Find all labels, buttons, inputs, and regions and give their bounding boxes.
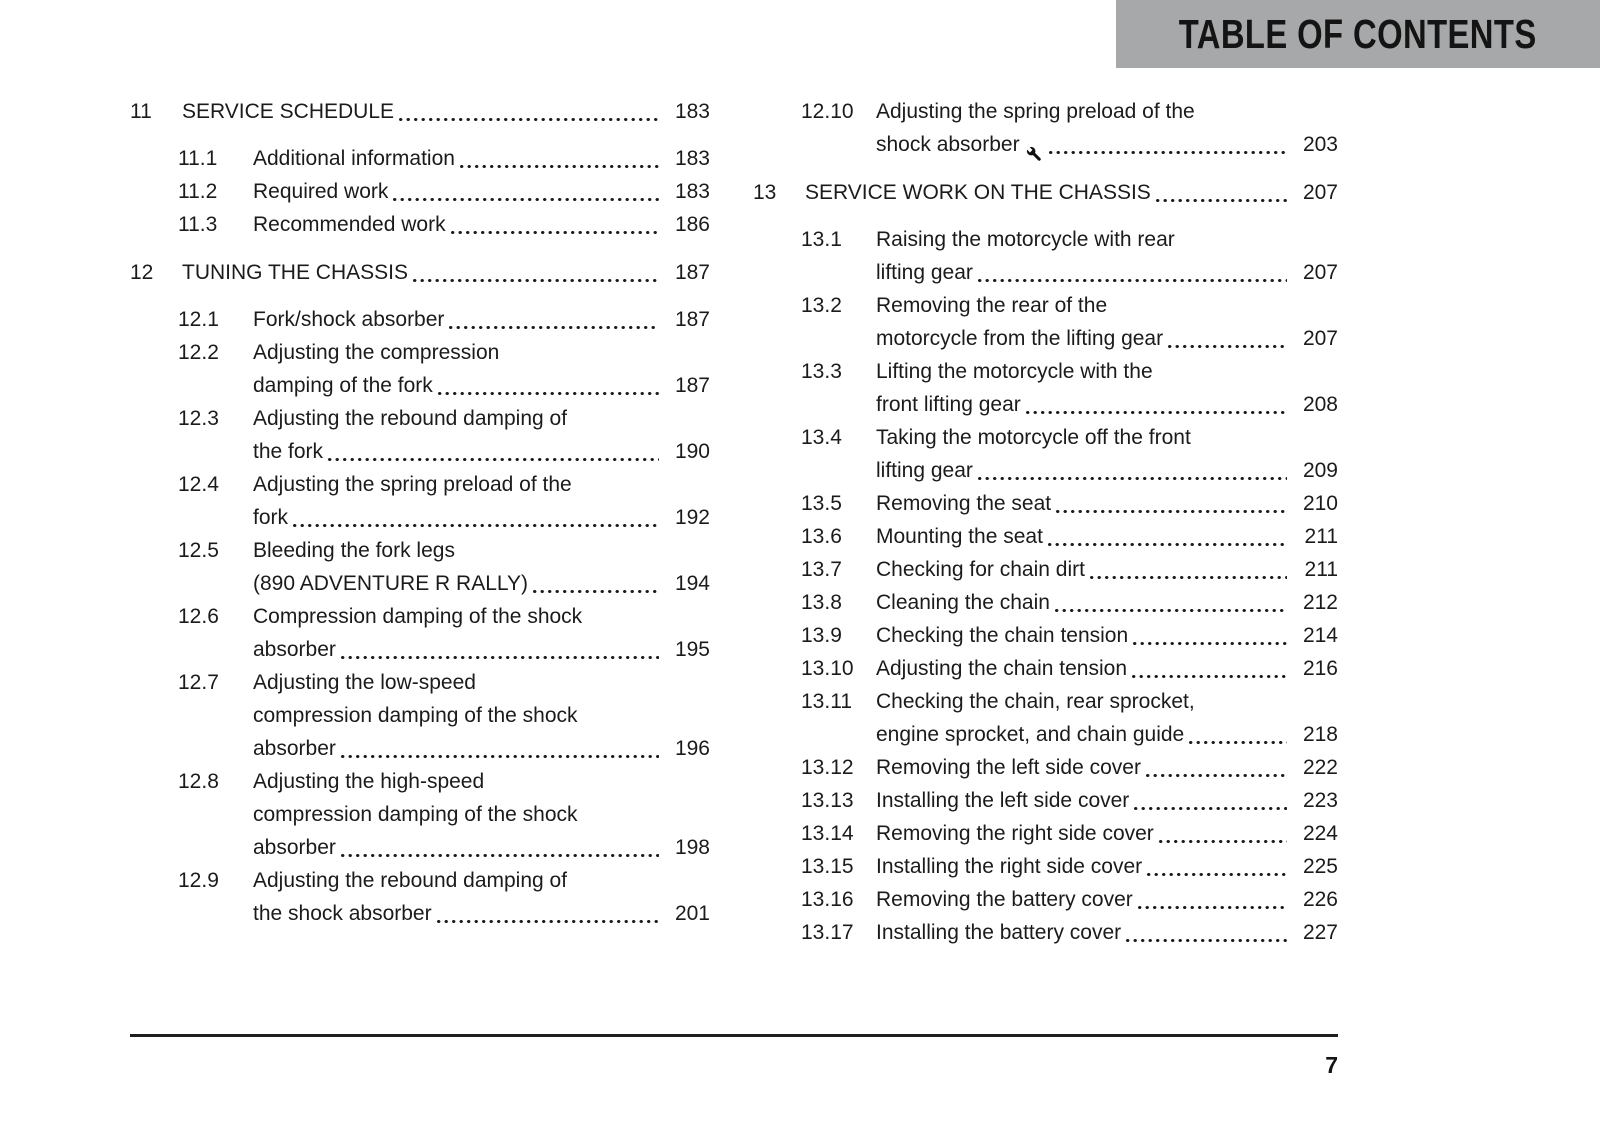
toc-entry-line [182,256,710,289]
toc-entry-title [253,765,710,864]
toc-entry-text: Adjusting the rebound damping of [253,407,568,430]
toc-entry-text: the shock absorber [253,902,432,925]
toc-section-entry[interactable] [178,765,710,864]
toc-section-entry[interactable] [178,864,710,930]
toc-entry-number: 13.2 [801,294,842,317]
dot-leader [449,326,659,329]
toc-entry-text: Checking for chain dirt [876,558,1085,581]
toc-entry-line [253,864,710,897]
toc-entry-text: Checking the chain tension [876,624,1129,647]
toc-section-entry[interactable] [801,355,1338,421]
toc-entry-title [253,303,710,336]
toc-entry-title [253,142,710,175]
toc-entry-text: Adjusting the high-speed [253,770,485,793]
dot-leader [341,854,659,857]
toc-entry-page: 223 [1302,789,1338,812]
toc-entry-text: SERVICE WORK ON THE CHASSIS [805,181,1151,204]
dot-leader [1126,939,1287,942]
toc-section-entry[interactable] [801,223,1338,289]
toc-entry-title [876,289,1338,355]
toc-entry-line [253,600,710,633]
toc-section-entry[interactable] [801,883,1338,916]
dot-leader [1168,345,1287,348]
toc-entry-title [876,520,1338,553]
toc-entry-line [876,652,1338,685]
toc-entry-title [253,468,710,534]
toc-section-entry[interactable] [801,586,1338,619]
toc-entry-number: 12.1 [178,308,219,331]
toc-entry-page: 209 [1302,459,1338,482]
toc-entry-line [253,897,710,930]
toc-entry-text: motorcycle from the lifting gear [876,327,1164,350]
toc-entry-page: 183 [674,180,710,203]
toc-entry-line [876,355,1338,388]
toc-entry-line [876,322,1338,355]
toc-entry-page: 214 [1302,624,1338,647]
toc-entry-line [876,128,1338,161]
toc-entry-title [876,883,1338,916]
toc-entry-line [876,256,1338,289]
dot-leader [460,165,659,168]
toc-entry-text: Recommended work [253,213,446,236]
toc-entry-line [253,303,710,336]
toc-entry-title [876,553,1338,586]
toc-entry-line [876,223,1338,256]
toc-columns [130,95,1338,949]
toc-entry-line [876,784,1338,817]
toc-section-entry[interactable] [801,685,1338,751]
toc-section-entry[interactable] [801,751,1338,784]
toc-entry-line [253,142,710,175]
toc-section-entry[interactable] [801,652,1338,685]
toc-entry-page: 195 [674,638,710,661]
toc-entry-line [876,421,1338,454]
toc-entry-line [876,553,1338,586]
dot-leader [328,458,659,461]
toc-entry-number: 11.1 [178,147,218,170]
toc-entry-line [253,175,710,208]
dot-leader [393,198,659,201]
toc-entry-text: absorber [253,737,336,760]
toc-entry-text: Removing the rear of the [876,294,1108,317]
dot-leader [533,590,659,593]
toc-entry-text: Adjusting the chain tension [876,657,1128,680]
dot-leader [1146,774,1287,777]
toc-entry-line [253,369,710,402]
toc-column-right [753,95,1338,949]
toc-entry-title [253,666,710,765]
toc-entry-title [876,487,1338,520]
toc-entry-text: (890 ADVENTURE R RALLY) [253,572,529,595]
toc-entry-number: 13.16 [801,888,854,911]
toc-entry-title [876,817,1338,850]
toc-section-entry[interactable] [801,619,1338,652]
page-header-band [1116,0,1600,68]
toc-entry-title [805,176,1338,209]
toc-entry-title [253,175,710,208]
toc-entry-title [182,95,710,128]
toc-entry-text: fork [253,506,289,529]
toc-entry-page: 211 [1304,525,1338,548]
dot-leader [1159,840,1287,843]
toc-chapter-entry[interactable] [130,256,710,289]
dot-leader [451,231,659,234]
toc-entry-text: compression damping of the shock [253,704,578,727]
toc-entry-line [805,176,1338,209]
toc-entry-line [876,817,1338,850]
dot-leader [341,656,659,659]
toc-entry-line [253,699,710,732]
dot-leader [1147,873,1287,876]
toc-section-entry[interactable] [178,175,710,208]
toc-entry-number: 13 [753,181,777,204]
wrench-icon [1025,145,1044,164]
toc-entry-line [253,798,710,831]
toc-entry-page: 187 [674,374,710,397]
toc-entry-text: SERVICE SCHEDULE [182,100,395,123]
toc-entry-page: 187 [674,308,710,331]
toc-section-entry[interactable] [178,534,710,600]
toc-entry-text: Adjusting the rebound damping of [253,869,568,892]
toc-entry-line [253,633,710,666]
toc-entry-page: 201 [674,902,710,925]
toc-entry-title [876,850,1338,883]
toc-entry-title [876,685,1338,751]
toc-entry-title [253,600,710,666]
toc-entry-line [876,520,1338,553]
toc-entry-page: 218 [1302,723,1338,746]
toc-entry-text: Removing the left side cover [876,756,1141,779]
toc-entry-line [253,501,710,534]
toc-entry-number: 13.11 [801,690,852,713]
toc-entry-text: absorber [253,836,336,859]
toc-entry-page: 212 [1302,591,1338,614]
toc-entry-number: 13.13 [801,789,854,812]
dot-leader [399,118,659,121]
toc-section-entry[interactable] [178,600,710,666]
dot-leader [1134,807,1287,810]
dot-leader [1026,411,1287,414]
toc-entry-title [876,586,1338,619]
toc-entry-text: Adjusting the spring preload of the [876,100,1195,123]
toc-entry-line [182,95,710,128]
toc-entry-text: Mounting the seat [876,525,1043,548]
dot-leader [1049,151,1287,154]
toc-entry-text: Required work [253,180,389,203]
toc-section-entry[interactable] [801,553,1338,586]
toc-chapter-entry[interactable] [130,95,710,128]
toc-entry-text: Checking the chain, rear sprocket, [876,690,1195,713]
toc-entry-number: 13.8 [801,591,842,614]
toc-entry-page: 198 [674,836,710,859]
toc-entry-number: 13.17 [801,921,854,944]
toc-section-entry[interactable] [178,402,710,468]
toc-entry-text: Removing the battery cover [876,888,1133,911]
toc-entry-text: Installing the battery cover [876,921,1122,944]
toc-section-entry[interactable] [801,289,1338,355]
toc-entry-line [253,435,710,468]
toc-entry-text: Raising the motorcycle with rear [876,228,1175,251]
toc-section-entry[interactable] [178,142,710,175]
toc-entry-text: TUNING THE CHASSIS [182,261,408,284]
toc-entry-line [876,850,1338,883]
toc-entry-number: 13.5 [801,492,842,515]
toc-entry-number: 13.15 [801,855,854,878]
toc-entry-line [253,534,710,567]
toc-entry-number: 13.4 [801,426,842,449]
toc-entry-line [876,718,1338,751]
toc-entry-number: 13.12 [801,756,854,779]
toc-entry-number: 11.2 [178,180,218,203]
toc-entry-title [253,534,710,600]
toc-section-entry[interactable] [178,208,710,241]
toc-entry-page: 203 [1302,133,1338,156]
toc-entry-text: compression damping of the shock [253,803,578,826]
toc-entry-line [876,586,1338,619]
toc-entry-text: Adjusting the spring preload of the [253,473,572,496]
toc-section-entry[interactable] [801,850,1338,883]
toc-entry-number: 12.2 [178,341,219,364]
toc-entry-text: Fork/shock absorber [253,308,445,331]
toc-entry-title [876,652,1338,685]
toc-entry-line [876,487,1338,520]
toc-entry-text: lifting gear [876,459,973,482]
dot-leader [1055,609,1287,612]
dot-leader [293,524,659,527]
toc-entry-page: 208 [1302,393,1338,416]
toc-entry-page: 196 [674,737,710,760]
toc-entry-title [253,402,710,468]
toc-entry-page: 192 [674,506,710,529]
toc-entry-text: Adjusting the compression [253,341,500,364]
toc-entry-number: 12 [130,261,154,284]
footer-divider [130,1034,1338,1037]
toc-entry-page: 226 [1302,888,1338,911]
toc-entry-number: 13.6 [801,525,842,548]
toc-entry-number: 11.3 [178,213,218,236]
toc-entry-line [876,916,1338,949]
toc-entry-text: Cleaning the chain [876,591,1050,614]
toc-entry-line [253,567,710,600]
toc-entry-text: Compression damping of the shock [253,605,583,628]
dot-leader [1132,675,1287,678]
dot-leader [413,279,659,282]
toc-section-entry[interactable] [801,784,1338,817]
toc-section-entry[interactable] [801,95,1338,161]
toc-entry-title [876,784,1338,817]
dot-leader [341,755,659,758]
toc-section-entry[interactable] [801,916,1338,949]
toc-entry-text: Installing the right side cover [876,855,1143,878]
toc-entry-text: the fork [253,440,324,463]
toc-section-entry[interactable] [178,666,710,765]
toc-entry-line [253,732,710,765]
toc-entry-number: 12.7 [178,671,219,694]
toc-entry-page: 207 [1302,327,1338,350]
dot-leader [437,920,659,923]
toc-entry-line [253,666,710,699]
toc-entry-line [253,831,710,864]
toc-entry-title [876,95,1338,161]
toc-entry-text: Removing the seat [876,492,1052,515]
toc-entry-page: 224 [1302,822,1338,845]
toc-entry-line [876,388,1338,421]
toc-entry-line [253,765,710,798]
toc-section-entry[interactable] [178,303,710,336]
toc-entry-title [253,336,710,402]
dot-leader [978,279,1287,282]
toc-entry-text: damping of the fork [253,374,433,397]
toc-section-entry[interactable] [801,520,1338,553]
toc-entry-number: 12.9 [178,869,219,892]
toc-entry-number: 13.9 [801,624,842,647]
toc-entry-title [876,223,1338,289]
toc-entry-number: 13.7 [801,558,842,581]
toc-entry-page: 210 [1302,492,1338,515]
toc-entry-number: 12.6 [178,605,219,628]
toc-entry-line [876,95,1338,128]
toc-entry-line [253,208,710,241]
toc-entry-line [253,468,710,501]
toc-entry-page: 227 [1302,921,1338,944]
dot-leader [1138,906,1287,909]
toc-entry-title [876,619,1338,652]
toc-entry-line [876,619,1338,652]
toc-entry-text: Installing the left side cover [876,789,1130,812]
toc-entry-page: 216 [1302,657,1338,680]
toc-section-entry[interactable] [178,468,710,534]
toc-section-entry[interactable] [801,817,1338,850]
dot-leader [438,392,659,395]
dot-leader [1090,576,1287,579]
dot-leader [1156,199,1287,202]
toc-entry-page: 225 [1302,855,1338,878]
toc-entry-title [182,256,710,289]
toc-entry-text: lifting gear [876,261,973,284]
dot-leader [978,477,1287,480]
toc-entry-text: front lifting gear [876,393,1021,416]
toc-entry-text: shock absorber [876,133,1020,156]
dot-leader [1056,510,1287,513]
toc-entry-page: 207 [1302,181,1338,204]
toc-entry-title [253,864,710,930]
toc-entry-title [876,751,1338,784]
toc-entry-text: engine sprocket, and chain guide [876,723,1185,746]
toc-entry-number: 12.3 [178,407,219,430]
toc-entry-number: 13.1 [801,228,842,251]
toc-entry-number: 12.4 [178,473,219,496]
page-title: TABLE OF CONTENTS [1179,10,1537,57]
toc-entry-page: 222 [1302,756,1338,779]
toc-entry-page: 183 [674,100,710,123]
toc-entry-text: Taking the motorcycle off the front [876,426,1191,449]
page-number: 7 [1325,1052,1338,1078]
toc-entry-line [876,454,1338,487]
toc-entry-title [876,355,1338,421]
toc-entry-text: Adjusting the low-speed [253,671,476,694]
toc-entry-line [876,685,1338,718]
toc-entry-number: 13.3 [801,360,842,383]
toc-entry-text: Additional information [253,147,455,170]
dot-leader [1133,642,1287,645]
toc-entry-title [876,421,1338,487]
toc-section-entry[interactable] [178,336,710,402]
toc-column-left [130,95,710,949]
toc-entry-text: Bleeding the fork legs [253,539,455,562]
toc-entry-text: absorber [253,638,336,661]
dot-leader [1048,543,1287,546]
toc-entry-title [876,916,1338,949]
toc-entry-page: 186 [674,213,710,236]
toc-entry-number: 13.10 [801,657,854,680]
toc-entry-number: 13.14 [801,822,854,845]
toc-entry-line [253,402,710,435]
toc-entry-text: Removing the right side cover [876,822,1154,845]
toc-entry-text: Lifting the motorcycle with the [876,360,1153,383]
toc-entry-line [876,883,1338,916]
toc-entry-line [876,289,1338,322]
toc-entry-line [876,751,1338,784]
toc-entry-page: 183 [674,147,710,170]
dot-leader [1189,741,1287,744]
toc-section-entry[interactable] [801,421,1338,487]
toc-entry-page: 207 [1302,261,1338,284]
toc-entry-number: 12.8 [178,770,219,793]
toc-entry-title [253,208,710,241]
toc-chapter-entry[interactable] [753,176,1338,209]
toc-entry-page: 187 [674,261,710,284]
toc-section-entry[interactable] [801,487,1338,520]
toc-entry-number: 11 [130,100,152,123]
toc-entry-page: 211 [1304,558,1338,581]
toc-entry-number: 12.5 [178,539,219,562]
toc-entry-page: 194 [674,572,710,595]
toc-entry-number: 12.10 [801,100,854,123]
toc-entry-page: 190 [674,440,710,463]
toc-entry-line [253,336,710,369]
